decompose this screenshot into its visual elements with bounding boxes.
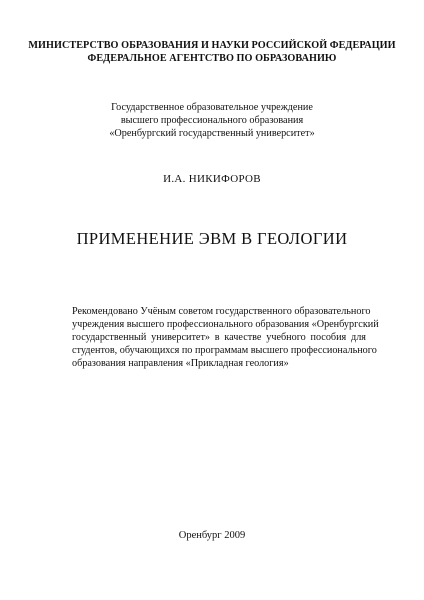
- institution-line: Государственное образовательное учреждение: [111, 102, 313, 113]
- institution-line: «Оренбургский государственный университет»: [109, 128, 315, 139]
- ministry-line: МИНИСТЕРСТВО ОБРАЗОВАНИЯ И НАУКИ РОССИЙСКОЙ ФЕДЕРАЦИИ: [28, 40, 396, 51]
- ministry-header: [0, 39, 424, 65]
- city-year: Оренбург 2009: [178, 530, 246, 541]
- recommendation-line: учреждения высшего профессионального образования «Оренбургский: [72, 319, 379, 330]
- recommendation-line: образования направления «Прикладная геология»: [72, 358, 289, 369]
- recommendation-line: государственный университет» в качестве учебного пособия для: [72, 332, 366, 343]
- recommendation-line: студентов, обучающихся по программам высшего профессионального: [72, 345, 377, 356]
- institution-line: высшего профессионального образования: [120, 115, 304, 126]
- agency-line: ФЕДЕРАЛЬНОЕ АГЕНТСТВО ПО ОБРАЗОВАНИЮ: [87, 53, 337, 64]
- institution-block: [0, 101, 424, 140]
- recommendation-line: Рекомендовано Учёным советом государственного образовательного: [72, 306, 371, 317]
- author-name: И.А. НИКИФОРОВ: [163, 173, 261, 185]
- recommendation-paragraph: [72, 305, 379, 370]
- document-title: ПРИМЕНЕНИЕ ЭВМ В ГЕОЛОГИИ: [76, 229, 348, 248]
